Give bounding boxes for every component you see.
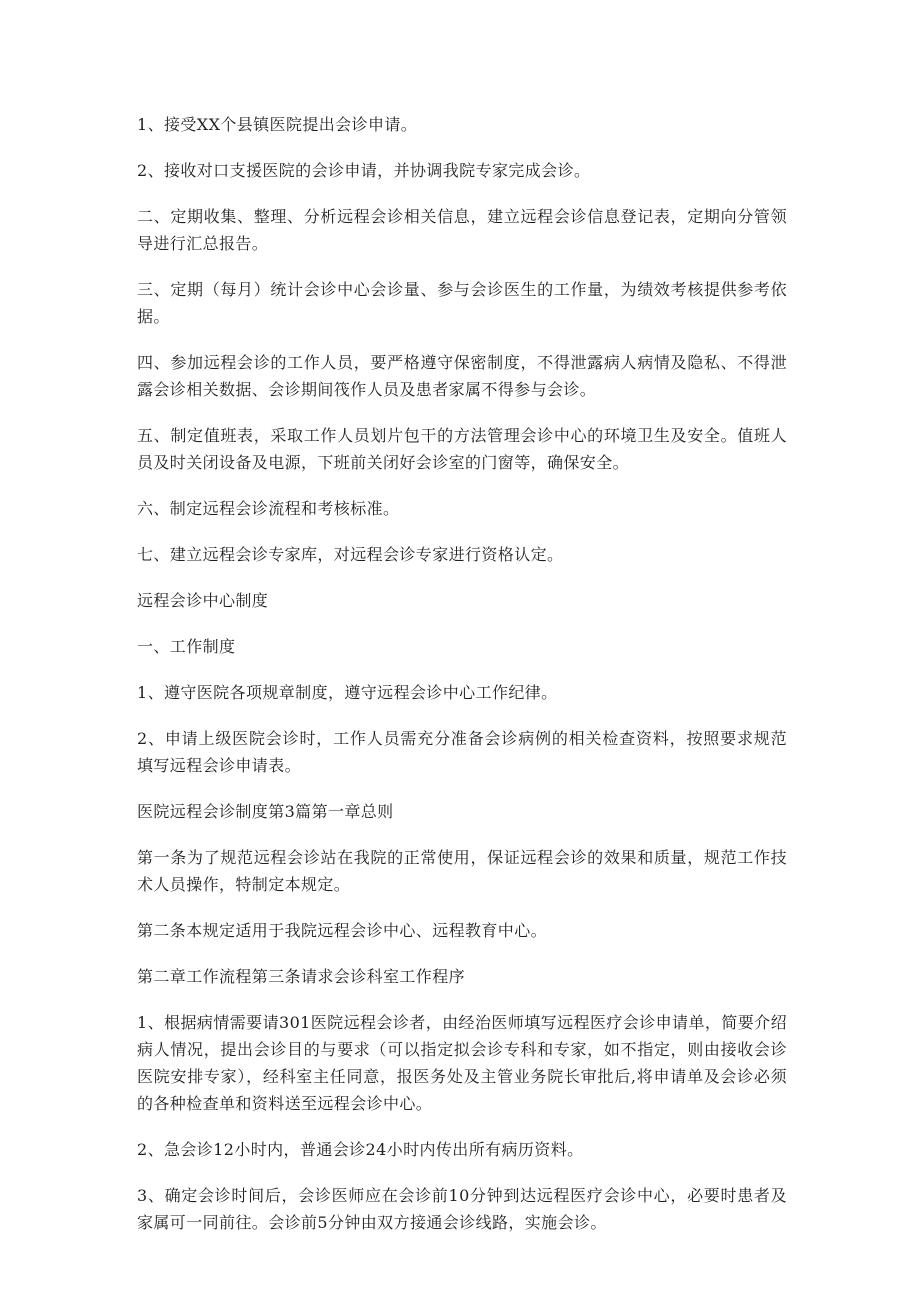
section-heading: 医院远程会诊制度第3篇第一章总则 [137, 802, 394, 821]
paragraph: 2、申请上级医院会诊时，工作人员需充分准备会诊病例的相关检查资料，按照要求规范填写远程会诊申请表。 [137, 729, 787, 775]
paragraph: 第一条为了规范远程会诊站在我院的正常使用，保证远程会诊的效果和质量，规范工作技术人员操作，特制定本规定。 [137, 848, 787, 894]
paragraph: 七、建立远程会诊专家库，对远程会诊专家进行资格认定。 [137, 545, 564, 564]
paragraph: 六、制定远程会诊流程和考核标准。 [137, 499, 400, 518]
paragraph: 2、接收对口支援医院的会诊申请，并协调我院专家完成会诊。 [137, 161, 591, 180]
paragraph: 五、制定值班表，采取工作人员划片包干的方法管理会诊中心的环境卫生及安全。值班人员及时关闭设备及电源，下班前关闭好会诊室的门窗等，确保安全。 [137, 426, 787, 472]
paragraph: 1、根据病情需要请301医院远程会诊者，由经治医师填写远程医疗会诊申请单，简要介绍病人情况，提出会诊目的与要求（可以指定拟会诊专科和专家，如不指定，则由接收会诊医院安排专家），经科室主任同意，报医务处及主管业务院长审批后,将申请单及会诊必须的各种检查单和资料送至远程会诊中心。 [137, 1013, 787, 1113]
paragraph: 三、定期（每月）统计会诊中心会诊量、参与会诊医生的工作量，为绩效考核提供参考依据。 [137, 280, 787, 326]
paragraph: 1、接受XX个县镇医院提出会诊申请。 [137, 115, 418, 134]
paragraph: 第二条本规定适用于我院远程会诊中心、远程教育中心。 [137, 921, 548, 940]
document-body [137, 111, 787, 1255]
paragraph: 2、急会诊12小时内，普通会诊24小时内传出所有病历资料。 [137, 1140, 584, 1159]
paragraph: 1、遵守医院各项规章制度，遵守远程会诊中心工作纪律。 [137, 683, 558, 702]
paragraph: 四、参加远程会诊的工作人员，要严格遵守保密制度，不得泄露病人病情及隐私、不得泄露会诊相关数据、会诊期间筏作人员及患者家属不得参与会诊。 [137, 353, 787, 399]
section-heading: 第二章工作流程第三条请求会诊科室工作程序 [137, 967, 466, 986]
paragraph: 二、定期收集、整理、分析远程会诊相关信息，建立远程会诊信息登记表，定期向分管领导进行汇总报告。 [137, 207, 787, 253]
section-heading: 一、工作制度 [137, 637, 236, 656]
section-heading: 远程会诊中心制度 [137, 591, 269, 610]
paragraph: 3、确定会诊时间后，会诊医师应在会诊前10分钟到达远程医疗会诊中心，必要时患者及家属可一同前往。会诊前5分钟由双方接通会诊线路，实施会诊。 [137, 1186, 787, 1232]
